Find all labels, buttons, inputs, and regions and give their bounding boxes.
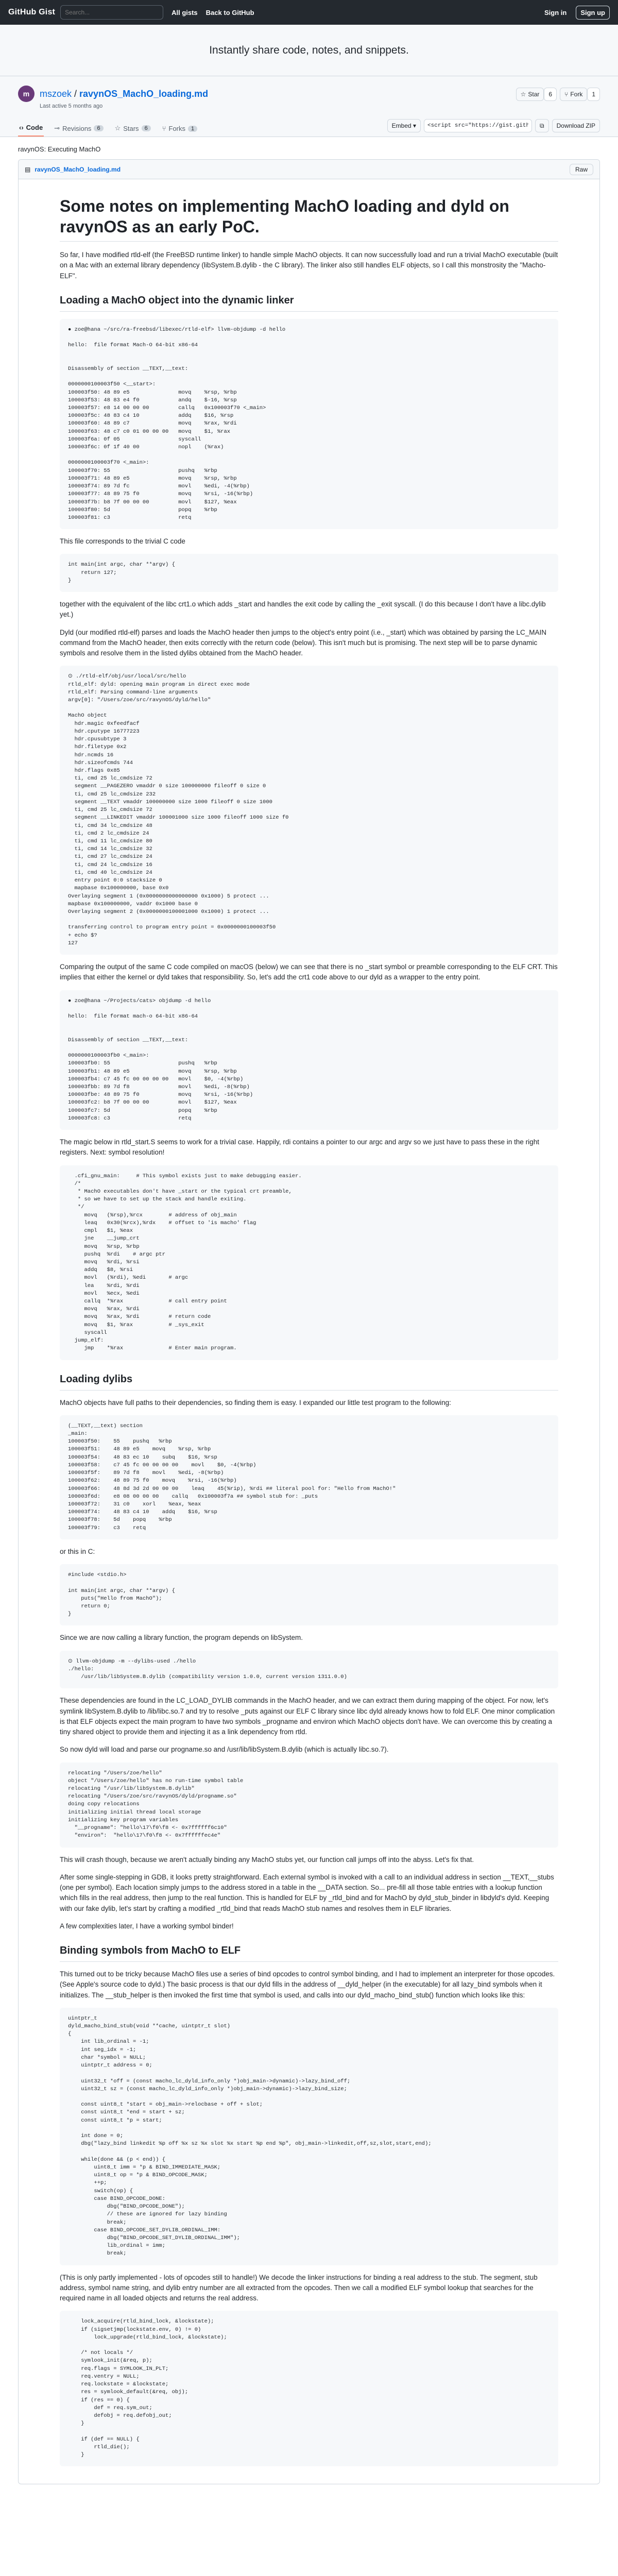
sign-in-button[interactable]: Sign in: [544, 8, 567, 16]
paragraph: This turned out to be tricky because MachO files use a series of bind opcodes to control symbol binding, and I had to implement an interpreter for those opcodes. (See Apple's source code to dyld.) The basic process is that our dyld fills in the address of __dyld_helper (in the executable) for all lazy_bind symbols when it initializes. The __stub_helper is then invoked the first time that symbol is used, and calls into our dyld_macho_bind_stub() function which looks like this:: [60, 1970, 555, 1999]
avatar[interactable]: [18, 86, 35, 102]
gist-title: [40, 89, 208, 99]
paragraph: (This is only partly implemented - lots of opcodes still to handle!) We decode the linker instructions for binding a real address to the stub. The segment, stub address, symbol name string, and dylib entry number are all extracted from the opcodes. Then we call a modified ELF symbol lookup that searches for the required name in all loaded objects and returns the real address.: [60, 2273, 538, 2302]
paragraph: Comparing the output of the same C code compiled on macOS (below) we can see that there is no _start symbol or preamble corresponding to the ELF CRT. This implies that either the kernel or dyld takes that responsibility. So, let's add the crt1 code above to our dyld as a wrapper to the entry point.: [60, 963, 558, 981]
stars-icon: ☆: [114, 124, 121, 132]
tab-stars-count: 6: [142, 125, 151, 131]
revisions-icon: ⊸: [54, 124, 60, 132]
embed-label: Embed: [391, 122, 411, 129]
paragraph: MachO objects have full paths to their dependencies, so finding them is easy. I expanded our little test program to the following:: [60, 1398, 451, 1406]
paragraph: This will crash though, because we aren't actually binding any MachO stubs yet, our function call jumps off into the abyss. Let's fix that.: [60, 1855, 474, 1863]
tab-stars-label: Stars: [123, 124, 139, 132]
fork-button[interactable]: [560, 88, 587, 101]
gist-actions: [516, 88, 600, 101]
code-block: ● zoe@hana ~/Projects/cats> objdump -d hello hello: file format mach-o 64-bit x86-64 Disassembly of section __TEXT,__text: 0000000100003fb0 <_main>: 100003fb0: 55 pushq %rbp 100003fb1: 48 89 e5 movq %rsp, %rbp 100003fb4: c7 45 fc 00 00 00 00 movl $0, -4(%rbp) 100003fbb: 89 7d f8 movl %edi, -8(%rbp) 100003fbe: 48 89 75 f0 movq %rsi, -16(%rbp) 100003fc2: b8 7f 00 00 00 movl $127, %eax 100003fc7: 5d popq %rbp 100003fc8: c3 retq: [60, 990, 558, 1130]
forks-icon: ⑂: [162, 125, 166, 132]
markdown-article: [19, 179, 599, 2484]
file-name-link[interactable]: ravynOS_MachO_loading.md: [35, 165, 121, 173]
tagline-banner: [0, 25, 618, 76]
star-icon: ☆: [520, 91, 526, 98]
section-heading: Loading a MachO object into the dynamic linker: [60, 293, 558, 312]
gist-meta: Last active 5 months ago: [40, 103, 103, 109]
site-header: [0, 0, 618, 25]
chevron-down-icon: ▾: [413, 122, 417, 129]
paragraph: Since we are now calling a library function, the program depends on libSystem.: [60, 1634, 303, 1642]
paragraph: After some single-stepping in GDB, it looks pretty straightforward. Each external symbol is invoked with a call to an individual address in section __TEXT,__stubs (one per symbol). Each location simply jumps to the address stored in a table in the __DATA section. So... pre-fill all those table entries with a lookup function which fills in the real address, then jump to the real function. This is handled for ELF by _rtld_bind and for MachO by dyld_stub_binder in libdyld's dyld. Keeping with our fake dylib, let's start by crafting a modified _rtld_bind that reads MachO stub names and resolves them in ELF libraries.: [60, 1873, 554, 1912]
tab-forks[interactable]: [161, 121, 198, 137]
gist-filename-link[interactable]: ravynOS_MachO_loading.md: [79, 88, 209, 99]
tab-forks-label: Forks: [168, 125, 185, 132]
tab-stars[interactable]: [114, 120, 152, 137]
tab-code-label: Code: [26, 124, 43, 131]
paragraph: A few complexities later, I have a working symbol binder!: [60, 1922, 234, 1930]
gist-tabs: [18, 120, 600, 137]
nav-back-to-github[interactable]: Back to GitHub: [205, 8, 254, 16]
search-input[interactable]: [60, 5, 163, 20]
code-block: ⊙ llvm-objdump -m --dylibs-used ./hello ./hello: /usr/lib/libSystem.B.dylib (compatibility version 1.0.0, current version 1311.0.0): [60, 1651, 558, 1689]
avatar-initial: m: [23, 90, 30, 98]
paragraph: So now dyld will load and parse our progname.so and /usr/lib/libSystem.B.dylib (which is actually libc.so.7).: [60, 1745, 389, 1754]
tab-revisions[interactable]: [53, 120, 104, 137]
file-icon: ▤: [25, 165, 31, 173]
tab-revisions-count: 6: [94, 125, 103, 131]
code-block: .cfi_gnu_main: # This symbol exists just to make debugging easier. /* * MachO executables don't have _start or the typical crt preamble, * so we have to set up the stack and handle exiting. */ movq (%rsp),%rcx # address of obj_main leaq 0x30(%rcx),%rdx # offset to 'is macho' flag cmpl $1, %eax jne __jump_crt movq %rsp, %rbp pushq %rdi # argc ptr movq %rdi, %rsi addq $8, %rsi movl (%rdi), %edi # argc lea %rdi, %rdi movl %ecx, %edi callq *%rax # call entry point movq %rax, %rdi movq %rax, %rdi # return code movq $1, %rax # _sys_exit syscall jump_elf: jmp *%rax # Enter main program.: [60, 1165, 558, 1360]
gist-header: [0, 76, 618, 137]
gist-title-row: [18, 86, 600, 102]
title-separator: /: [72, 88, 80, 99]
code-block: uintptr_t dyld_macho_bind_stub(void **cache, uintptr_t slot) { int lib_ordinal = -1; int seg_idx = -1; char *symbol = NULL; uintptr_t address = 0; uint32_t *off = (const macho_lc_dyld_info_only *)obj_main->dynamic)->lazy_bind_off; uint32_t sz = (const macho_lc_dyld_info_only *)obj_main->dynamic)->lazy_bind_size; const uint8_t *start = obj_main->relocbase + off + slot; const uint8_t *end = start + sz; const uint8_t *p = start; int done = 0; dbg("lazy_bind linkedit %p off %x sz %x slot %x start %p end %p", obj_main->linkedit,off,sz,slot,start,end); while(done && (p < end)) { uint8_t imm = *p & BIND_IMMEDIATE_MASK; uint8_t op = *p & BIND_OPCODE_MASK; ++p; switch(op) { case BIND_OPCODE_DONE: dbg("BIND_OPCODE_DONE"); // these are ignored for lazy binding break; case BIND_OPCODE_SET_DYLIB_ORDINAL_IMM: dbg("BIND_OPCODE_SET_DYLIB_ORDINAL_IMM"); lib_ordinal = imm; break;: [60, 2008, 558, 2265]
code-block: #include <stdio.h> int main(int argc, char **argv) { puts("Hello from MachO"); return 0; }: [60, 1564, 558, 1625]
raw-button[interactable]: Raw: [570, 164, 593, 175]
embed-url-input[interactable]: [424, 119, 532, 132]
gist-description: ravynOS: Executing MachO: [18, 145, 101, 153]
copy-icon: ⧉: [540, 122, 544, 129]
paragraph: or this in C:: [60, 1547, 95, 1555]
github-gist-logo[interactable]: GitHub Gist: [8, 8, 56, 16]
code-block: ● zoe@hana ~/src/ra-freebsd/libexec/rtld-elf> llvm-objdump -d hello hello: file format Mach-O 64-bit x86-64 Disassembly of section __TEXT,__text: 0000000100003f50 <__start>: 100003f50: 48 89 e5 movq %rsp, %rbp 100003f53: 48 83 e4 f0 andq $-16, %rsp 100003f57: e8 14 00 00 00 callq 0x100003f70 <_main> 100003f5c: 48 83 c4 10 addq $16, %rsp 100003f60: 48 89 c7 movq %rax, %rdi 100003f63: 48 c7 c0 01 00 00 00 movq $1, %rax 100003f6a: 0f 05 syscall 100003f6c: 0f 1f 40 00 nopl (%rax) 0000000100003f70 <_main>: 100003f70: 55 pushq %rbp 100003f71: 48 89 e5 movq %rsp, %rbp 100003f74: 89 7d fc movl %edi, -4(%rbp) 100003f77: 48 89 75 f0 movq %rsi, -16(%rbp) 100003f7b: b8 7f 00 00 00 movl $127, %eax 100003f80: 5d popq %rbp 100003f81: c3 retq: [60, 319, 558, 529]
nav-all-gists[interactable]: All gists: [171, 8, 198, 16]
code-block: lock_acquire(rtld_bind_lock, &lockstate); if (sigsetjmp(lockstate.env, 0) != 0) lock_upgrade(rtld_bind_lock, &lockstate); /* not locals */ symlook_init(&req, p); req.flags = SYMLOOK_IN_PLT; req.ventry = NULL; req.lockstate = &lockstate; res = symlook_default(&req, obj); if (res == 0) { def = req.sym_out; defobj = req.defobj_out; } if (def == NULL) { rtld_die(); }: [60, 2311, 558, 2466]
tab-code[interactable]: [18, 120, 44, 137]
fork-icon: ⑂: [564, 91, 569, 98]
section-heading: Binding symbols from MachO to ELF: [60, 1943, 558, 1962]
code-block: int main(int argc, char **argv) { return 127; }: [60, 554, 558, 592]
paragraph: The magic below in rtld_start.S seems to work for a trivial case. Happily, rdi contains a pointer to our argc and argv so we just have to pass these in the right registers. Next: symbol resolution!: [60, 1138, 539, 1157]
paragraph: This file corresponds to the trivial C code: [60, 537, 185, 546]
tab-revisions-label: Revisions: [62, 124, 92, 132]
fork-label: Fork: [570, 91, 583, 98]
main-content: [18, 137, 600, 2484]
download-zip-label: Download ZIP: [556, 122, 595, 129]
code-block: ⊙ ./rtld-elf/obj/usr/local/src/hello rtld_elf: dyld: opening main program in direct exec mode rtld_elf: Parsing command-line arguments argv[0]: "/Users/zoe/src/ravynOS/dyld/hello" MachO object hdr.magic 0xfeedfacf hdr.cputype 16777223 hdr.cpusubtype 3 hdr.filetype 0x2 hdr.ncmds 16 hdr.sizeofcmds 744 hdr.flags 0x85 ti, cmd 25 lc_cmdsize 72 segment __PAGEZERO vmaddr 0 size 100000000 fileoff 0 size 0 ti, cmd 25 lc_cmdsize 232 segment __TEXT vmaddr 100000000 size 1000 fileoff 0 size 1000 ti, cmd 25 lc_cmdsize 72 segment __LINKEDIT vmaddr 100001000 size 1000 fileoff 1000 size f0 ti, cmd 34 lc_cmdsize 48 ti, cmd 2 lc_cmdsize 24 ti, cmd 11 lc_cmdsize 80 ti, cmd 14 lc_cmdsize 32 ti, cmd 27 lc_cmdsize 24 ti, cmd 24 lc_cmdsize 16 ti, cmd 40 lc_cmdsize 24 entry point 0:0 stacksize 0 mapbase 0x100000000, base 0x0 Overlaying segment 1 (0x0000000000000000 0x1000) 5 protect ... mapbase 0x100000000, vaddr 0x1000 base 0 Overlaying segment 2 (0x0000000100001000 0x1000) 1 protect ... transferring control to program entry point = 0x0000000100003f50 + echo $? 127: [60, 666, 558, 955]
gist-header-inner: [18, 76, 600, 137]
paragraph: Dyld (our modified rtld-elf) parses and loads the MachO header then jumps to the object's entry point (i.e., _start) which was obtained by parsing the LC_MAIN command from the MachO header, then exits correctly with the return code (below). This isn't much but is promising. The next step will be to parse dynamic symbols and resolve them in the listed dylibs obtained from the MachO header.: [60, 628, 547, 657]
code-icon: ‹›: [19, 124, 24, 131]
section-heading: Loading dylibs: [60, 1371, 558, 1391]
download-zip-button[interactable]: [552, 119, 600, 132]
tab-forks-count: 1: [188, 126, 197, 132]
gist-owner-link[interactable]: mszoek: [40, 88, 72, 99]
star-label: Star: [528, 91, 540, 98]
article-title: Some notes on implementing MachO loading and dyld on ravynOS as an early PoC.: [60, 196, 558, 242]
paragraph: together with the equivalent of the libc crt1.o which adds _start and handles the exit code by calling the _exit syscall. (I do this because I don't have a libc.dylib yet.): [60, 600, 546, 619]
tagline-text: Instantly share code, notes, and snippets.: [209, 44, 409, 56]
code-block: (__TEXT,__text) section _main: 100003f50: 55 pushq %rbp 100003f51: 48 89 e5 movq %rsp, %rbp 100003f54: 48 83 ec 10 subq $16, %rsp 100003f58: c7 45 fc 00 00 00 00 movl $0, -4(%rbp) 100003f5f: 89 7d f8 movl %edi, -8(%rbp) 100003f62: 48 89 75 f0 movq %rsi, -16(%rbp) 100003f66: 48 8d 3d 2d 00 00 00 leaq 45(%rip), %rdi ## literal pool for: "Hello from MachO!" 100003f6d: e8 08 00 00 00 callq 0x100003f7a ## symbol stub for: _puts 100003f72: 31 c0 xorl %eax, %eax 100003f74: 48 83 c4 10 addq $16, %rsp 100003f78: 5d popq %rbp 100003f79: c3 retq: [60, 1415, 558, 1539]
embed-bar: [387, 119, 600, 132]
file-header: [19, 160, 599, 179]
fork-count[interactable]: 1: [587, 88, 600, 101]
star-button[interactable]: [516, 88, 544, 101]
star-count[interactable]: 6: [544, 88, 557, 101]
file-box: [18, 159, 600, 2484]
paragraph: These dependencies are found in the LC_LOAD_DYLIB commands in the MachO header, and we can extract them during mapping of the object. For now, let's symlink libSystem.B.dylib to /lib/libc.so.7 and try to resolve _puts against our ELF C library since libc dyld already knows how to fold ELF. One minor complication is that ELF objects expect the main program to have two symbols _progname and environ which MachO objects don't have. We can overcome this by creating a tiny shared object to provide them and injecting it as a link dependency from rtld.: [60, 1697, 555, 1736]
paragraph: So far, I have modified rtld-elf (the FreeBSD runtime linker) to handle simple MachO objects. It can now successfully load and run a trivial MachO executable (built on a Mac with an external library dependency (libSystem.B.dylib - the C library). The linker also still handles ELF objects, so I call this monstrosity the "Macho-ELF".: [60, 251, 558, 280]
copy-embed-button[interactable]: [535, 119, 549, 132]
sign-up-button[interactable]: Sign up: [576, 6, 610, 20]
code-block: relocating "/Users/zoe/hello" object "/Users/zoe/hello" has no run-time symbol table relocating "/usr/lib/libSystem.B.dylib" relocating "/Users/zoe/src/ravynOS/dyld/progname.so" doing copy relocations initializing initial thread local storage initializing key program variables "__progname": "hello\17\f0\f8 <- 0x7ffffff6c10" "environ": "hello\17\f0\f8 <- 0x7ffffffec4e": [60, 1762, 558, 1848]
embed-select[interactable]: [387, 119, 421, 132]
